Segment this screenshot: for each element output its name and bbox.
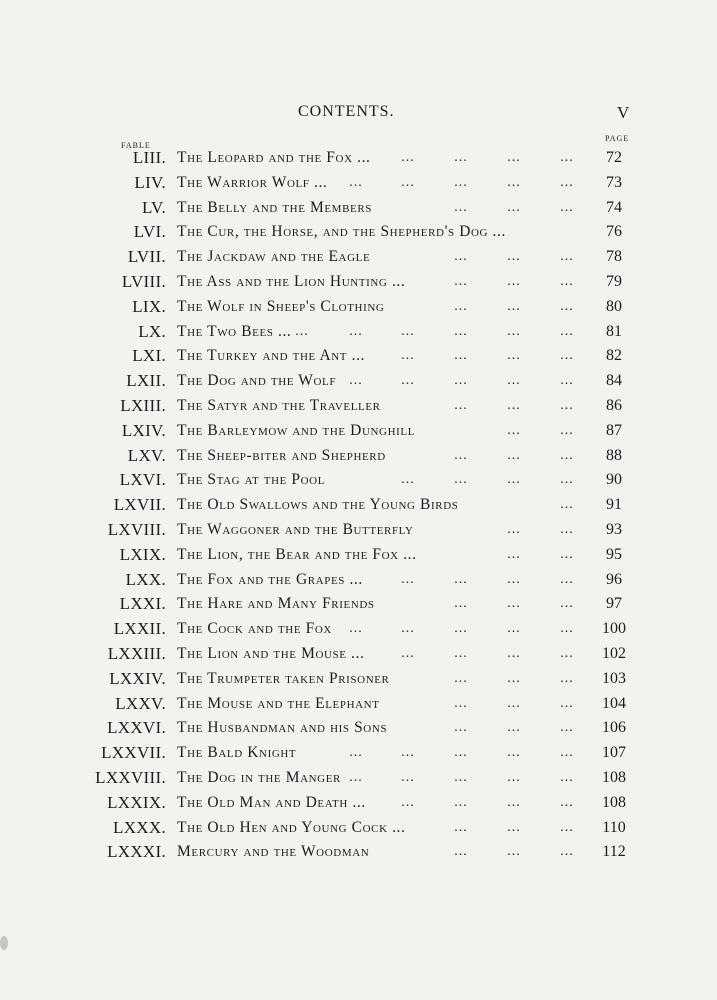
fable-numeral: LXXII. xyxy=(113,619,166,639)
leader-dots: ... xyxy=(401,769,415,785)
fable-title: The Leopard and the Fox ... xyxy=(177,149,371,166)
toc-entry xyxy=(0,419,717,444)
toc-entry xyxy=(0,667,717,692)
leader-dots: ... xyxy=(295,323,309,339)
leader-dots: ... xyxy=(401,174,415,190)
toc-entry xyxy=(0,245,717,270)
leader-dots: ... xyxy=(507,670,521,686)
leader-dots: ... xyxy=(454,174,468,190)
leader-dots: ... xyxy=(507,571,521,587)
leader-dots: ... xyxy=(454,447,468,463)
leader-dots: ... xyxy=(560,150,574,165)
fable-column-label: FABLE xyxy=(121,141,151,150)
leader-dots: ... xyxy=(560,546,574,562)
fable-title: The Cur, the Horse, and the Shepherd's Dog ... xyxy=(177,223,506,241)
fable-title: The Husbandman and his Sons xyxy=(177,719,388,737)
leader-dots: ... xyxy=(560,273,574,289)
leader-dots: ... xyxy=(560,794,574,810)
fable-title: The Old Man and Death ... xyxy=(177,793,366,811)
leader-dots: ... xyxy=(507,645,521,661)
fable-numeral: LXV. xyxy=(127,445,166,465)
leader-dots: ... xyxy=(560,571,574,587)
fable-title: The Dog and the Wolf xyxy=(177,372,337,390)
leader-dots: ... xyxy=(401,472,415,488)
leader-dots: ... xyxy=(401,745,415,761)
leader-dots: ... xyxy=(349,373,363,389)
leader-dots: ... xyxy=(560,645,574,661)
page-number: 86 xyxy=(606,396,622,414)
leader-dots: ... xyxy=(401,348,415,364)
leader-dots: ... xyxy=(349,621,363,637)
toc-entry xyxy=(0,642,717,667)
leader-dots: ... xyxy=(560,745,574,761)
leader-dots: ... xyxy=(507,596,521,612)
leader-dots: ... xyxy=(560,472,574,488)
fable-title: The Wolf in Sheep's Clothing xyxy=(177,297,385,315)
page-number: 106 xyxy=(602,719,626,737)
leader-dots: ... xyxy=(560,497,574,513)
leader-dots: ... xyxy=(507,174,521,190)
fable-numeral: LXVI. xyxy=(119,470,166,490)
fable-numeral: LXXIII. xyxy=(107,643,166,663)
toc-entry xyxy=(0,171,717,196)
leader-dots: ... xyxy=(507,298,521,314)
fable-title: The Hare and Many Friends xyxy=(177,595,375,613)
leader-dots: ... xyxy=(507,249,521,265)
fable-title: The Mouse and the Elephant xyxy=(177,694,380,712)
fable-title: Mercury and the Woodman xyxy=(177,843,370,861)
leader-dots: ... xyxy=(507,769,521,785)
page-title: CONTENTS. xyxy=(298,103,395,120)
fable-title: The Bald Knight xyxy=(177,744,297,762)
page-number: 110 xyxy=(602,818,626,836)
page-number: 95 xyxy=(606,545,622,563)
page-number: 103 xyxy=(602,669,626,687)
page-number: 112 xyxy=(602,843,626,861)
toc-entry xyxy=(0,444,717,469)
page-number: 84 xyxy=(606,372,622,390)
page-number: 79 xyxy=(606,272,622,290)
leader-dots: ... xyxy=(454,695,468,711)
fable-numeral: LXIII. xyxy=(120,395,166,415)
leader-dots: ... xyxy=(454,273,468,289)
leader-dots: ... xyxy=(401,373,415,389)
toc-entry xyxy=(0,320,717,345)
leader-dots: ... xyxy=(349,174,363,190)
fable-numeral: LXXVI. xyxy=(107,718,166,738)
fable-numeral: LXXI. xyxy=(119,594,166,614)
leader-dots: ... xyxy=(454,571,468,587)
leader-dots: ... xyxy=(560,844,574,860)
leader-dots: ... xyxy=(454,249,468,265)
leader-dots: ... xyxy=(560,621,574,637)
fable-title: The Old Swallows and the Young Birds xyxy=(177,496,459,514)
leader-dots: ... xyxy=(560,447,574,463)
fable-numeral: LXII. xyxy=(126,371,166,391)
leader-dots: ... xyxy=(454,720,468,736)
fable-numeral: LIII. xyxy=(132,148,166,167)
leader-dots: ... xyxy=(454,348,468,364)
toc-entry xyxy=(0,518,717,543)
leader-dots: ... xyxy=(401,794,415,810)
fable-title: The Warrior Wolf ... xyxy=(177,173,328,191)
leader-dots: ... xyxy=(560,819,574,835)
leader-dots: ... xyxy=(560,521,574,537)
fable-numeral: LVI. xyxy=(133,222,166,242)
toc-entry xyxy=(0,220,717,245)
fable-title: The Stag at the Pool xyxy=(177,471,326,489)
toc-entry xyxy=(0,295,717,320)
page-number: 107 xyxy=(602,744,626,762)
toc-entry xyxy=(0,692,717,717)
leader-dots: ... xyxy=(454,596,468,612)
fable-title: The Satyr and the Traveller xyxy=(177,396,381,414)
fable-numeral: LVIII. xyxy=(121,271,166,291)
fable-numeral: LVII. xyxy=(127,247,166,267)
leader-dots: ... xyxy=(454,819,468,835)
leader-dots: ... xyxy=(560,348,574,364)
page-number: 78 xyxy=(606,248,622,266)
toc-entry xyxy=(0,816,717,841)
leader-dots: ... xyxy=(401,621,415,637)
leader-dots: ... xyxy=(454,373,468,389)
fable-title: The Jackdaw and the Eagle xyxy=(177,248,371,266)
page-number: 73 xyxy=(606,173,622,191)
toc-entry xyxy=(0,394,717,419)
leader-dots: ... xyxy=(507,819,521,835)
leader-dots: ... xyxy=(560,373,574,389)
fable-numeral: LXIV. xyxy=(121,420,166,440)
page-number: 81 xyxy=(606,322,622,340)
toc-entry xyxy=(0,791,717,816)
leader-dots: ... xyxy=(454,745,468,761)
page-number: 87 xyxy=(606,421,622,439)
fable-title: The Fox and the Grapes ... xyxy=(177,570,363,588)
page-number: 91 xyxy=(606,496,622,514)
leader-dots: ... xyxy=(507,273,521,289)
leader-dots: ... xyxy=(454,670,468,686)
toc-entry xyxy=(0,741,717,766)
page-number: 72 xyxy=(606,149,622,166)
toc-entry xyxy=(0,592,717,617)
leader-dots: ... xyxy=(454,323,468,339)
fable-title: The Ass and the Lion Hunting ... xyxy=(177,272,406,290)
fable-title: The Belly and the Members xyxy=(177,198,372,216)
fable-title: The Turkey and the Ant ... xyxy=(177,347,366,365)
toc-entry xyxy=(0,369,717,394)
leader-dots: ... xyxy=(507,844,521,860)
leader-dots: ... xyxy=(454,621,468,637)
fable-numeral: LXXXI. xyxy=(107,842,166,862)
toc-entry xyxy=(0,766,717,791)
toc-entry xyxy=(0,617,717,642)
toc-entry xyxy=(0,196,717,221)
page-number: 108 xyxy=(602,793,626,811)
running-head xyxy=(0,103,717,127)
toc-entry xyxy=(0,344,717,369)
fable-title: The Sheep-biter and Shepherd xyxy=(177,446,386,464)
page-column-label: PAGE xyxy=(605,134,630,143)
fable-title: The Lion, the Bear and the Fox ... xyxy=(177,545,417,563)
page-number: 100 xyxy=(602,620,626,638)
fable-title: The Waggoner and the Butterfly xyxy=(177,520,414,538)
page-number: 104 xyxy=(602,694,626,712)
leader-dots: ... xyxy=(401,323,415,339)
leader-dots: ... xyxy=(507,150,521,165)
toc-entry xyxy=(0,270,717,295)
page-number: 96 xyxy=(606,570,622,588)
fable-numeral: LXXIV. xyxy=(109,668,166,688)
toc-entry xyxy=(0,493,717,518)
leader-dots: ... xyxy=(560,298,574,314)
leader-dots: ... xyxy=(349,745,363,761)
fable-title: The Lion and the Mouse ... xyxy=(177,644,365,662)
toc-entry xyxy=(0,840,717,865)
leader-dots: ... xyxy=(454,397,468,413)
leader-dots: ... xyxy=(507,720,521,736)
fable-numeral: LIV. xyxy=(134,172,166,192)
leader-dots: ... xyxy=(560,397,574,413)
page-number: 76 xyxy=(606,223,622,241)
page-number: 90 xyxy=(606,471,622,489)
leader-dots: ... xyxy=(401,150,415,165)
fable-title: The Cock and the Fox xyxy=(177,620,332,638)
leader-dots: ... xyxy=(560,199,574,215)
leader-dots: ... xyxy=(507,373,521,389)
leader-dots: ... xyxy=(454,794,468,810)
leader-dots: ... xyxy=(401,571,415,587)
page-number: 74 xyxy=(606,198,622,216)
leader-dots: ... xyxy=(507,472,521,488)
toc-entry xyxy=(0,543,717,568)
paper-speck xyxy=(0,936,8,950)
leader-dots: ... xyxy=(349,323,363,339)
fable-numeral: LXXVIII. xyxy=(95,767,166,787)
fable-title: The Dog in the Manger xyxy=(177,768,341,786)
fable-numeral: LIX. xyxy=(132,296,166,316)
fable-title: The Trumpeter taken Prisoner xyxy=(177,669,390,687)
fable-numeral: LXXVII. xyxy=(101,743,166,763)
page-number: 97 xyxy=(606,595,622,613)
page-number: 93 xyxy=(606,520,622,538)
leader-dots: ... xyxy=(560,720,574,736)
fable-title: The Two Bees ... xyxy=(177,322,292,340)
leader-dots: ... xyxy=(507,348,521,364)
toc-entry xyxy=(0,146,717,171)
leader-dots: ... xyxy=(560,174,574,190)
leader-dots: ... xyxy=(454,844,468,860)
leader-dots: ... xyxy=(507,521,521,537)
toc-entry xyxy=(0,716,717,741)
leader-dots: ... xyxy=(454,298,468,314)
leader-dots: ... xyxy=(560,695,574,711)
fable-numeral: LXIX. xyxy=(119,544,166,564)
fable-numeral: LXXX. xyxy=(113,817,166,837)
leader-dots: ... xyxy=(560,670,574,686)
fable-numeral: LXXV. xyxy=(115,693,166,713)
fable-title: The Barleymow and the Dunghill xyxy=(177,421,416,439)
leader-dots: ... xyxy=(507,745,521,761)
leader-dots: ... xyxy=(454,150,468,165)
fable-numeral: LX. xyxy=(138,321,166,341)
leader-dots: ... xyxy=(507,199,521,215)
leader-dots: ... xyxy=(560,422,574,438)
leader-dots: ... xyxy=(454,472,468,488)
fable-numeral: LV. xyxy=(141,197,166,217)
leader-dots: ... xyxy=(507,794,521,810)
fable-numeral: LXX. xyxy=(125,569,166,589)
toc-entry xyxy=(0,468,717,493)
fable-numeral: LXVIII. xyxy=(107,519,166,539)
page-folio: V xyxy=(617,103,630,122)
page-number: 102 xyxy=(602,644,626,662)
leader-dots: ... xyxy=(349,769,363,785)
leader-dots: ... xyxy=(560,596,574,612)
leader-dots: ... xyxy=(454,199,468,215)
leader-dots: ... xyxy=(454,769,468,785)
leader-dots: ... xyxy=(507,695,521,711)
contents-list xyxy=(0,146,717,865)
fable-title: The Old Hen and Young Cock ... xyxy=(177,818,406,836)
leader-dots: ... xyxy=(507,397,521,413)
fable-numeral: LXI. xyxy=(132,346,166,366)
page-number: 80 xyxy=(606,297,622,315)
leader-dots: ... xyxy=(507,621,521,637)
leader-dots: ... xyxy=(507,447,521,463)
page-number: 82 xyxy=(606,347,622,365)
leader-dots: ... xyxy=(401,645,415,661)
leader-dots: ... xyxy=(560,769,574,785)
leader-dots: ... xyxy=(507,546,521,562)
page-number: 108 xyxy=(602,768,626,786)
fable-numeral: LXVII. xyxy=(113,495,166,515)
toc-entry xyxy=(0,568,717,593)
page-number: 88 xyxy=(606,446,622,464)
leader-dots: ... xyxy=(507,422,521,438)
leader-dots: ... xyxy=(560,249,574,265)
leader-dots: ... xyxy=(454,645,468,661)
fable-numeral: LXXIX. xyxy=(107,792,166,812)
leader-dots: ... xyxy=(507,323,521,339)
leader-dots: ... xyxy=(560,323,574,339)
